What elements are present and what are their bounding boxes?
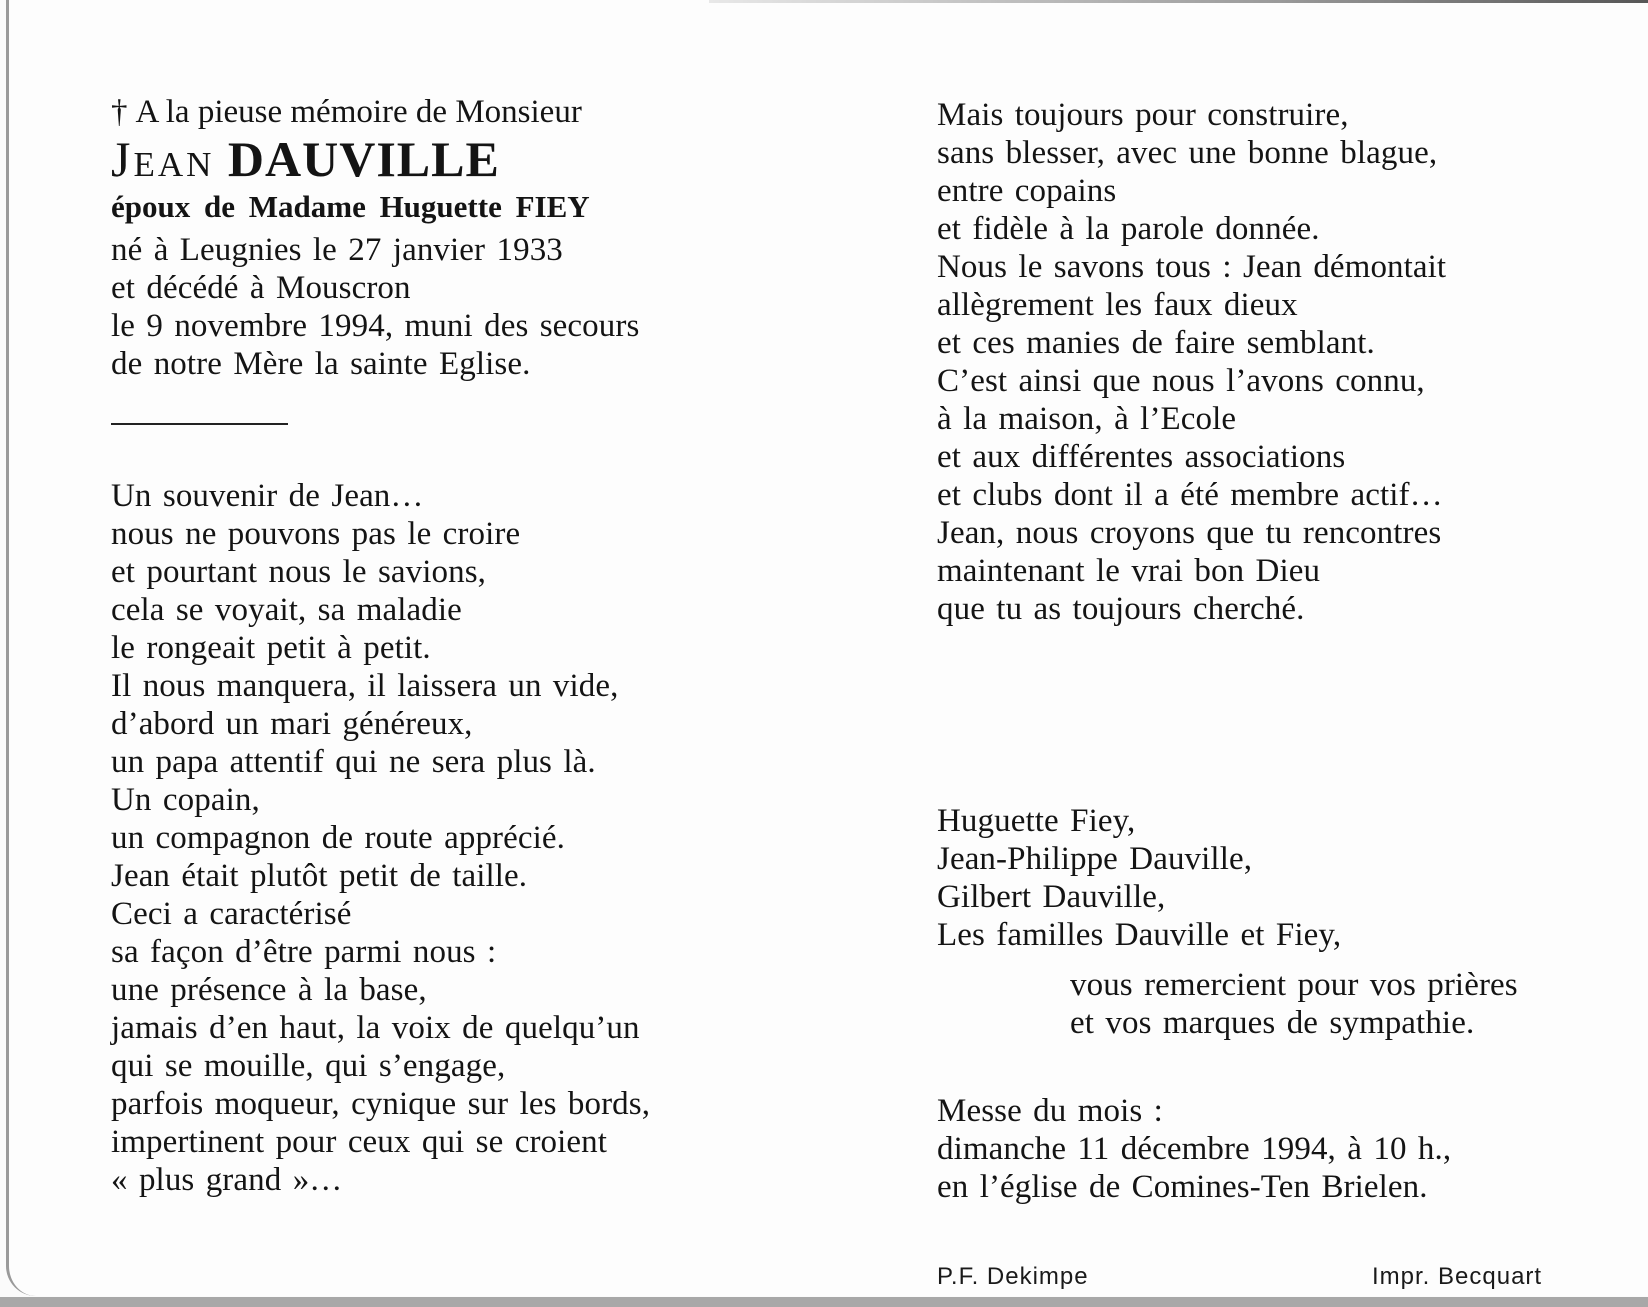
right-column	[937, 96, 1637, 1206]
poem-line: que tu as toujours cherché.	[937, 591, 1305, 627]
poem-right	[937, 96, 1637, 628]
poem-line: maintenant le vrai bon Dieu	[937, 553, 1321, 589]
thanks-block	[1070, 966, 1637, 1042]
poem-line: un compagnon de route apprécié.	[111, 820, 566, 856]
poem-line: d’abord un mari généreux,	[111, 706, 473, 742]
poem-line: impertinent pour ceux qui se croient	[111, 1124, 608, 1160]
poem-line: Jean était plutôt petit de taille.	[111, 858, 528, 894]
poem-line: « plus grand »…	[111, 1162, 343, 1198]
poem-line: jamais d’en haut, la voix de quelqu’un	[111, 1010, 640, 1046]
poem-line: et fidèle à la parole donnée.	[937, 211, 1320, 247]
poem-line: Ceci a caractérisé	[111, 896, 352, 932]
thanks-line: vous remercient pour vos prières	[1070, 967, 1518, 1003]
memorial-card	[6, 0, 1648, 1296]
poem-line: à la maison, à l’Ecole	[937, 401, 1237, 437]
poem-line: Un copain,	[111, 782, 260, 818]
dates-line: né à Leugnies le 27 janvier 1933	[111, 232, 563, 268]
mass-announcement	[937, 1092, 1637, 1206]
dates-line: le 9 novembre 1994, muni des secours	[111, 308, 640, 344]
poem-line: le rongeait petit à petit.	[111, 630, 431, 666]
family-member: Jean-Philippe Dauville,	[937, 841, 1253, 877]
separator-rule	[111, 423, 288, 425]
mass-line: dimanche 11 décembre 1994, à 10 h.,	[937, 1131, 1452, 1167]
last-name: DAUVILLE	[227, 131, 500, 187]
first-name: Jean	[111, 131, 215, 187]
poem-line: et pourtant nous le savions,	[111, 554, 486, 590]
dates-line: et décédé à Mouscron	[111, 270, 411, 306]
poem-line: Il nous manquera, il laissera un vide,	[111, 668, 619, 704]
cross-icon: †	[111, 94, 128, 130]
family-member: Huguette Fiey,	[937, 803, 1136, 839]
intro-text: A la pieuse mémoire de Monsieur	[135, 94, 582, 130]
card-top-edge	[709, 0, 1648, 3]
dates-line: de notre Mère la sainte Eglise.	[111, 346, 531, 382]
left-column	[111, 93, 831, 1199]
poem-line: parfois moqueur, cynique sur les bords,	[111, 1086, 651, 1122]
poem-line: Un souvenir de Jean…	[111, 478, 424, 514]
poem-line: sa façon d’être parmi nous :	[111, 934, 497, 970]
poem-line: et ces manies de faire semblant.	[937, 325, 1375, 361]
mass-line: en l’église de Comines-Ten Brielen.	[937, 1169, 1428, 1205]
deceased-name	[111, 131, 831, 187]
poem-line: nous ne pouvons pas le croire	[111, 516, 521, 552]
poem-left	[111, 477, 831, 1199]
poem-line: Jean, nous croyons que tu rencontres	[937, 515, 1442, 551]
spouse-line: époux de Madame Huguette FIEY	[111, 189, 590, 224]
scan-bottom-edge	[0, 1297, 1648, 1307]
thanks-line: et vos marques de sympathie.	[1070, 1005, 1475, 1041]
mass-line: Messe du mois :	[937, 1093, 1163, 1129]
poem-line: sans blesser, avec une bonne blague,	[937, 135, 1438, 171]
poem-line: C’est ainsi que nous l’avons connu,	[937, 363, 1425, 399]
poem-line: un papa attentif qui ne sera plus là.	[111, 744, 596, 780]
poem-line: et clubs dont il a été membre actif…	[937, 477, 1443, 513]
dates-block	[111, 231, 831, 383]
poem-line: Mais toujours pour construire,	[937, 97, 1349, 133]
poem-line: allègrement les faux dieux	[937, 287, 1298, 323]
poem-line: entre copains	[937, 173, 1117, 209]
poem-line: cela se voyait, sa maladie	[111, 592, 462, 628]
poem-line: Nous le savons tous : Jean démontait	[937, 249, 1447, 285]
family-member: Gilbert Dauville,	[937, 879, 1166, 915]
funeral-director-credit: P.F. Dekimpe	[937, 1263, 1089, 1290]
intro-line	[111, 93, 831, 131]
poem-line: une présence à la base,	[111, 972, 427, 1008]
poem-line: et aux différentes associations	[937, 439, 1346, 475]
printer-credit: Impr. Becquart	[1372, 1263, 1543, 1290]
family-member: Les familles Dauville et Fiey,	[937, 917, 1342, 953]
family-signatures	[937, 802, 1637, 954]
poem-line: qui se mouille, qui s’engage,	[111, 1048, 506, 1084]
